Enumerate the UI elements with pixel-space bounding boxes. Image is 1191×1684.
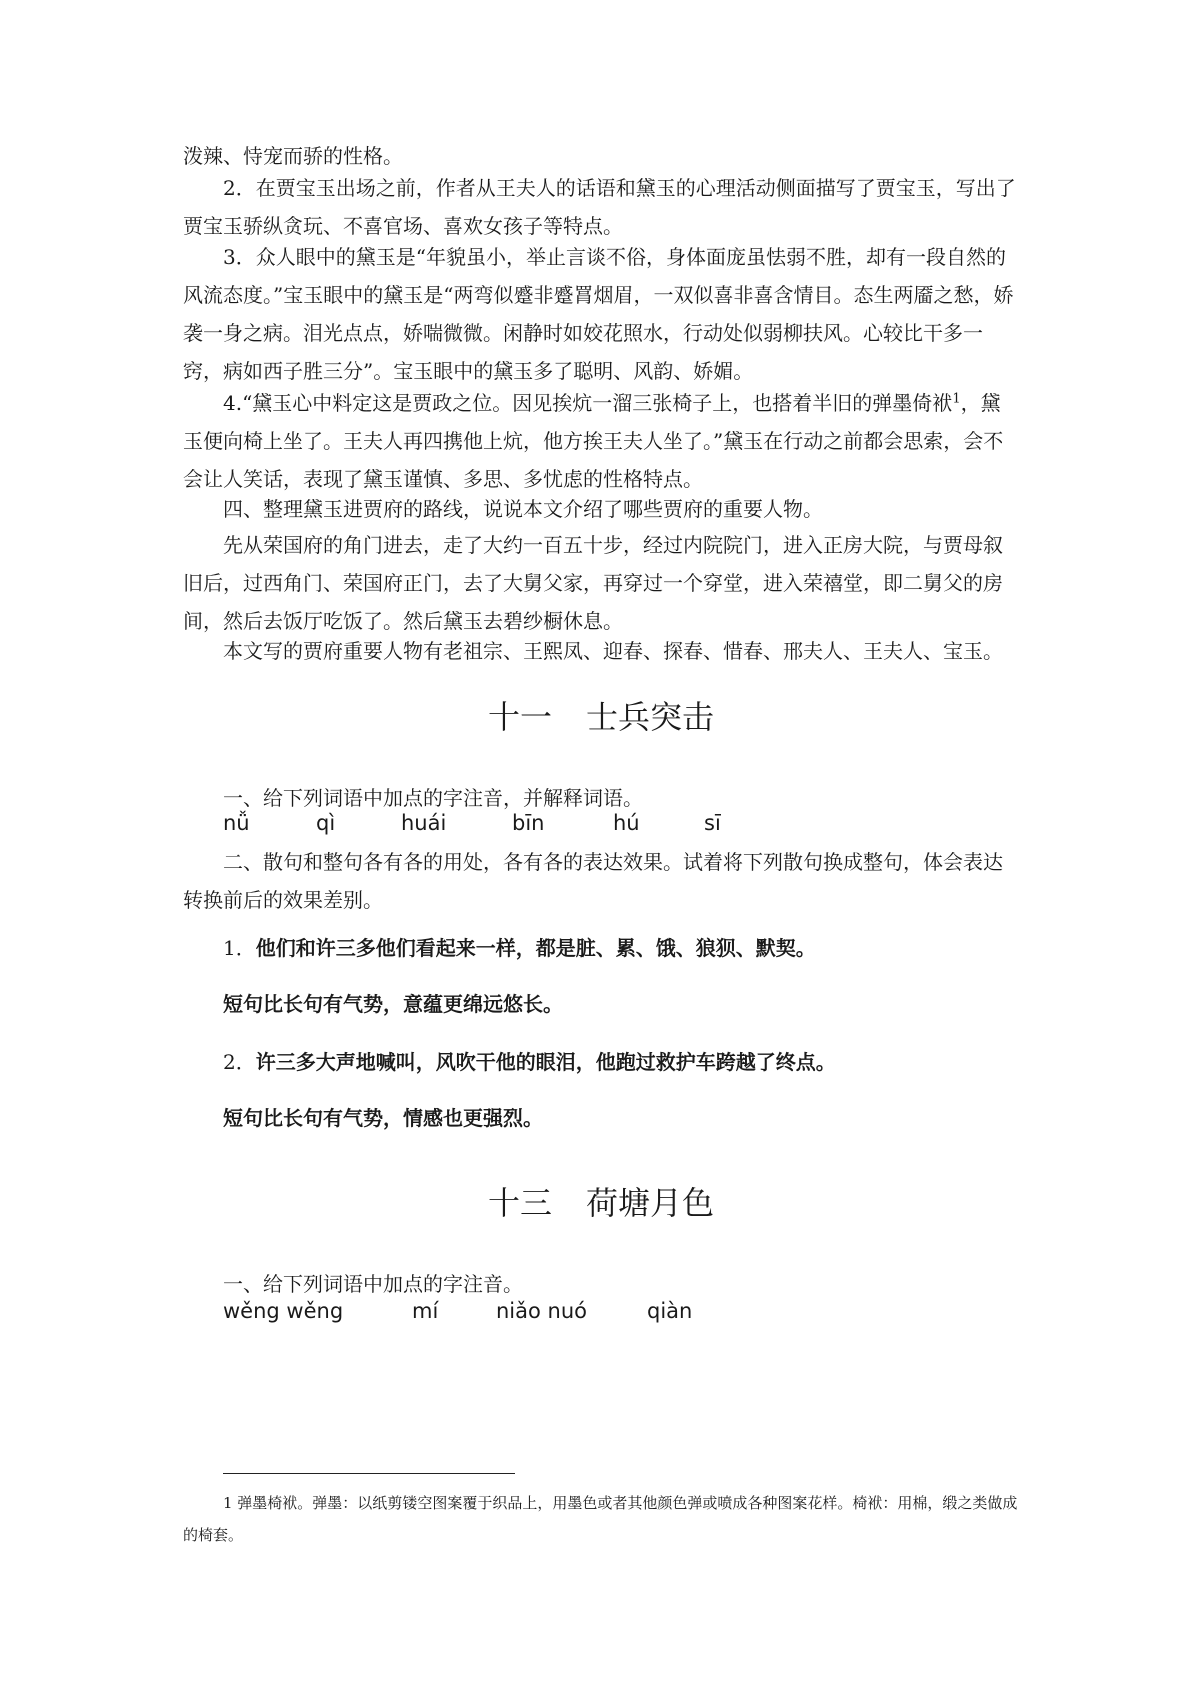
footnote: 1 弹墨椅袱。弹墨：以纸剪镂空图案覆于织品上，用墨色或者其他颜色弹或喷成各种图案花样。椅袱：用棉，缎之类做成的椅套。 (183, 1494, 1018, 1544)
section-11-heading (183, 697, 1019, 737)
section-11-answer-1 (183, 929, 1019, 967)
answer-4 (183, 384, 1019, 498)
footnote-separator (223, 1473, 515, 1474)
pinyin-item: hú (613, 811, 640, 835)
answer-4-text-a: 4.“黛玉心中料定这是贾政之位。因见挨炕一溜三张椅子上，也搭着半旧的弹墨倚袱 (223, 391, 953, 415)
section-13-number: 十三 (487, 1184, 552, 1222)
answer-4-text-b: ，黛玉便向椅上坐了。王夫人再四携他上炕，他方挨王夫人坐了。”黛玉在行动之前都会思索，会不会让人笑话，表现了黛玉谨慎、多思、多忧虑的性格特点。 (183, 391, 1004, 491)
pinyin-item: sī (704, 811, 721, 835)
section-11-question-2: 二、散句和整句各有各的用处，各有各的表达效果。试着将下列散句换成整句，体会表达转换前后的效果差别。 (183, 850, 1003, 912)
question-4: 四、整理黛玉进贾府的路线，说说本文介绍了哪些贾府的重要人物。 (223, 497, 823, 521)
section-13-heading (183, 1183, 1019, 1223)
pinyin-item: nǚ (223, 811, 250, 835)
pinyin-item: wěng wěng (223, 1299, 344, 1323)
section-13-question-1: 一、给下列词语中加点的字注音。 (223, 1272, 523, 1296)
characters-answer: 本文写的贾府重要人物有老祖宗、王熙凤、迎春、探春、惜春、邢夫人、王夫人、宝玉。 (223, 639, 1003, 663)
answer-3: 3．众人眼中的黛玉是“年貌虽小，举止言谈不俗，身体面庞虽怯弱不胜，却有一段自然的风流态度。”宝玉眼中的黛玉是“两弯似蹙非蹙罥烟眉，一双似喜非喜含情目。态生两靥之愁，娇袭一身之病。泪光点点，娇喘微微。闲静时如姣花照水，行动处似弱柳扶风。心较比干多一窍，病如西子胜三分”。宝玉眼中的黛玉多了聪明、风韵、娇媚。 (183, 245, 1014, 383)
pinyin-item: bīn (512, 811, 545, 835)
section-11-title: 士兵突击 (586, 698, 715, 736)
pinyin-item: mí (412, 1299, 439, 1323)
answer-number: 1． (223, 936, 256, 960)
section-11-answer-1-note: 短句比长句有气势，意蕴更绵远悠长。 (223, 992, 563, 1016)
section-11-question-1: 一、给下列词语中加点的字注音，并解释词语。 (223, 786, 643, 810)
answer-2: 2．在贾宝玉出场之前，作者从王夫人的话语和黛玉的心理活动侧面描写了贾宝玉，写出了贾宝玉骄纵贪玩、不喜官场、喜欢女孩子等特点。 (183, 176, 1016, 238)
section-11-number: 十一 (487, 698, 552, 736)
section-13-title: 荷塘月色 (586, 1184, 715, 1222)
route-answer: 先从荣国府的角门进去，走了大约一百五十步，经过内院院门，进入正房大院，与贾母叙旧后，过西角门、荣国府正门，去了大舅父家，再穿过一个穿堂，进入荣禧堂，即二舅父的房间，然后去饭厅吃饭了。然后黛玉去碧纱橱休息。 (183, 533, 1003, 633)
footnote-ref: 1 (952, 391, 961, 407)
pinyin-item: niǎo nuó (496, 1299, 588, 1323)
answer-text: 许三多大声地喊叫，风吹干他的眼泪，他跑过救护车跨越了终点。 (255, 1050, 836, 1074)
section-11-answer-2-note: 短句比长句有气势，情感也更强烈。 (223, 1106, 543, 1130)
section-11-answer-2 (183, 1043, 1019, 1081)
answer-text: 他们和许三多他们看起来一样，都是脏、累、饿、狼狈、默契。 (255, 936, 816, 960)
pinyin-item: qì (316, 811, 336, 835)
paragraph-continuation: 泼辣、恃宠而骄的性格。 (183, 144, 403, 168)
answer-number: 2． (223, 1050, 256, 1074)
pinyin-item: qiàn (647, 1299, 693, 1323)
pinyin-item: huái (401, 811, 447, 835)
